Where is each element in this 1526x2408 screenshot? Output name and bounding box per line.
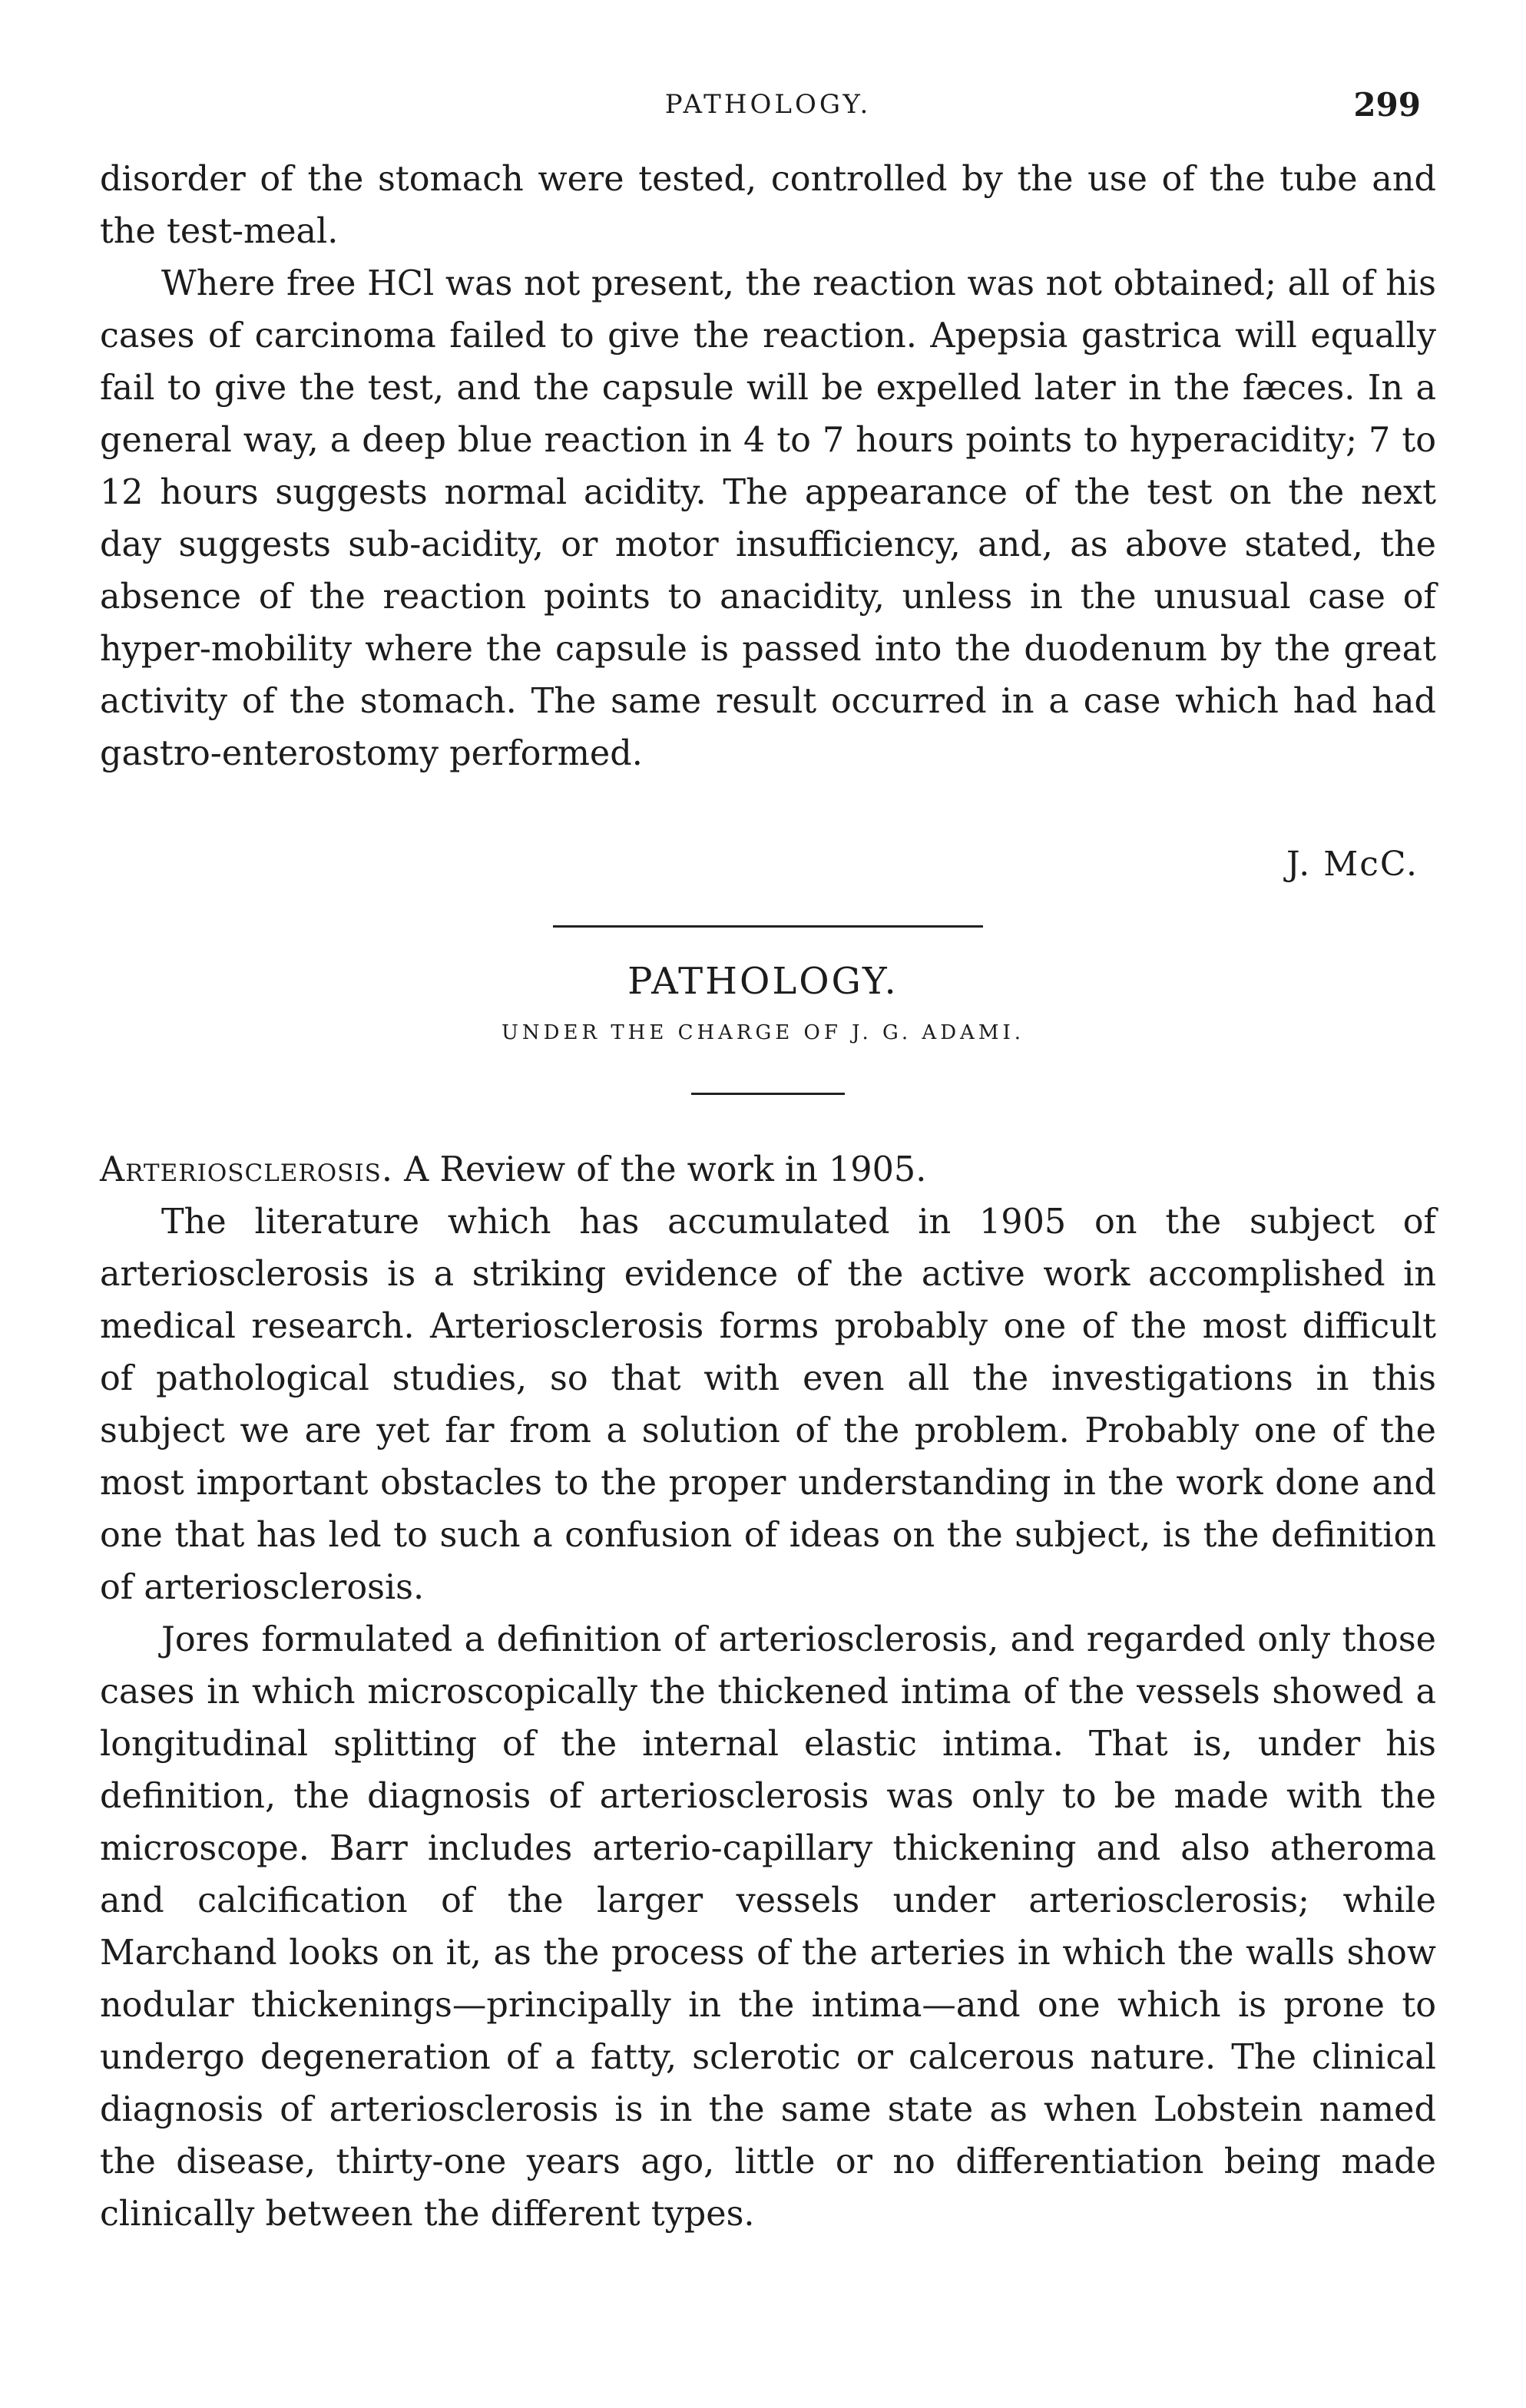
page-number: 299 xyxy=(1353,86,1421,124)
section-divider-bottom xyxy=(691,1093,845,1095)
running-title: PATHOLOGY. xyxy=(664,89,872,120)
article-body xyxy=(100,1144,1436,2241)
paragraph: disorder of the stomach were tested, controlled by the use of the tube and the test-meal. xyxy=(100,160,1436,251)
paragraph: Where free HCl was not present, the reaction was not obtained; all of his cases of carcinoma failed to give the reaction. Apepsia gastrica will equally fail to give the test, and the capsule will be expelled later in the fæces. In a general way, a deep blue reaction in 4 to 7 hours points to hyperacidity; 7 to 12 hours suggests normal acidity. The appearance of the test on the next day suggests sub-acidity, or motor insufficiency, and, as above stated, the absence of the reaction points to anacidity, unless in the unusual case of hyper-mobility where the capsule is passed into the duodenum by the great activity of the stomach. The same result occurred in a case which had had gastro-enterostomy performed. xyxy=(100,264,1436,773)
article-heading-subtitle: A Review of the work in 1905. xyxy=(393,1150,927,1189)
running-head xyxy=(100,86,1436,132)
prior-article-body xyxy=(100,154,1436,780)
author-signature: J. McC. xyxy=(1286,845,1418,884)
section-title: PATHOLOGY. xyxy=(627,960,899,1003)
article-heading xyxy=(100,1144,1436,1196)
article-heading-title: Arteriosclerosis. xyxy=(100,1150,394,1189)
section-subtitle: UNDER THE CHARGE OF J. G. ADAMI. xyxy=(501,1021,1025,1044)
paragraph: The literature which has accumulated in 1905 on the subject of arteriosclerosis is a striking evidence of the active work accomplished in medical research. Arteriosclerosis forms probably one of the most difficult of pathological studies, so that with even all the investigations in this subject we are yet far from a solution of the problem. Probably one of the most important obstacles to the proper understanding in the work done and one that has led to such a confusion of ideas on the subject, is the definition of arteriosclerosis. xyxy=(100,1202,1436,1607)
section-divider-top xyxy=(553,925,983,928)
paragraph: Jores formulated a definition of arteriosclerosis, and regarded only those cases in which microscopically the thickened intima of the vessels showed a longitudinal splitting of the internal elastic intima. That is, under his definition, the diagnosis of arteriosclerosis was only to be made with the microscope. Barr includes arterio-capillary thickening and also atheroma and calcification of the larger vessels under arteriosclerosis; while Marchand looks on it, as the process of the arteries in which the walls show nodular thickenings—principally in the intima—and one which is prone to undergo degeneration of a fatty, sclerotic or calcerous nature. The clinical diagnosis of arteriosclerosis is in the same state as when Lobstein named the disease, thirty-one years ago, little or no differentiation being made clinically between the different types. xyxy=(100,1620,1436,2234)
